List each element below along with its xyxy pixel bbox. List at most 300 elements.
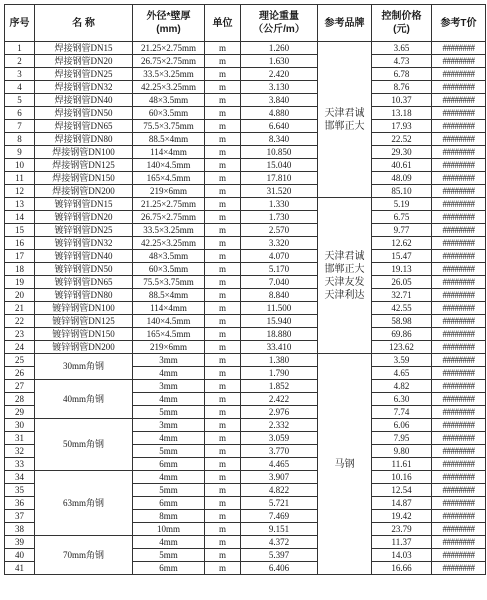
table-row: [5, 328, 486, 341]
row-ref-cell: ########: [432, 419, 486, 432]
row-weight-cell: 3.130: [241, 81, 318, 94]
row-unit-cell: m: [205, 523, 241, 536]
row-spec-cell: 6mm: [133, 497, 205, 510]
row-unit-cell: m: [205, 159, 241, 172]
row-unit-cell: m: [205, 549, 241, 562]
row-unit-cell: m: [205, 393, 241, 406]
row-seq-cell: 4: [5, 81, 35, 94]
row-weight-cell: 2.976: [241, 406, 318, 419]
row-seq-cell: 29: [5, 406, 35, 419]
row-unit-cell: m: [205, 484, 241, 497]
row-price-cell: 9.80: [372, 445, 432, 458]
row-name-cell: 焊接钢管DN65: [35, 120, 133, 133]
row-spec-cell: 140×4.5mm: [133, 315, 205, 328]
row-weight-cell: 4.070: [241, 250, 318, 263]
row-spec-cell: 4mm: [133, 367, 205, 380]
row-seq-cell: 1: [5, 42, 35, 55]
row-weight-cell: 6.640: [241, 120, 318, 133]
row-seq-cell: 24: [5, 341, 35, 354]
table-body: [5, 42, 486, 575]
row-price-cell: 26.05: [372, 276, 432, 289]
table-row: [5, 224, 486, 237]
row-ref-cell: ########: [432, 55, 486, 68]
row-seq-cell: 7: [5, 120, 35, 133]
row-seq-cell: 37: [5, 510, 35, 523]
row-weight-cell: 1.260: [241, 42, 318, 55]
table-row: [5, 120, 486, 133]
row-seq-cell: 38: [5, 523, 35, 536]
row-unit-cell: m: [205, 42, 241, 55]
row-seq-cell: 41: [5, 562, 35, 575]
row-seq-cell: 33: [5, 458, 35, 471]
table-row: [5, 172, 486, 185]
row-ref-cell: ########: [432, 198, 486, 211]
row-spec-cell: 3mm: [133, 380, 205, 393]
row-spec-cell: 6mm: [133, 458, 205, 471]
row-spec-cell: 42.25×3.25mm: [133, 81, 205, 94]
row-weight-cell: 11.500: [241, 302, 318, 315]
row-weight-cell: 5.721: [241, 497, 318, 510]
row-weight-cell: 7.469: [241, 510, 318, 523]
row-unit-cell: m: [205, 432, 241, 445]
table-row: [5, 107, 486, 120]
row-weight-cell: 3.320: [241, 237, 318, 250]
row-spec-cell: 5mm: [133, 549, 205, 562]
row-seq-cell: 10: [5, 159, 35, 172]
row-weight-cell: 3.059: [241, 432, 318, 445]
table-row: [5, 536, 486, 549]
row-unit-cell: m: [205, 562, 241, 575]
row-name-cell: 镀锌钢管DN200: [35, 341, 133, 354]
row-unit-cell: m: [205, 367, 241, 380]
table-row: [5, 276, 486, 289]
row-unit-cell: m: [205, 120, 241, 133]
row-unit-cell: m: [205, 198, 241, 211]
row-weight-cell: 2.420: [241, 68, 318, 81]
row-name-cell: 焊接钢管DN100: [35, 146, 133, 159]
row-unit-cell: m: [205, 172, 241, 185]
row-ref-cell: ########: [432, 250, 486, 263]
row-price-cell: 7.74: [372, 406, 432, 419]
row-spec-cell: 4mm: [133, 393, 205, 406]
row-spec-cell: 26.75×2.75mm: [133, 55, 205, 68]
row-name-cell: 镀锌钢管DN150: [35, 328, 133, 341]
table-row: [5, 185, 486, 198]
row-seq-cell: 5: [5, 94, 35, 107]
table-row: [5, 159, 486, 172]
table-row: [5, 250, 486, 263]
row-spec-cell: 114×4mm: [133, 302, 205, 315]
row-ref-cell: ########: [432, 523, 486, 536]
brand-text: 马钢: [334, 458, 355, 470]
row-spec-cell: 165×4.5mm: [133, 328, 205, 341]
row-unit-cell: m: [205, 276, 241, 289]
row-seq-cell: 34: [5, 471, 35, 484]
row-spec-cell: 165×4.5mm: [133, 172, 205, 185]
row-spec-cell: 60×3.5mm: [133, 263, 205, 276]
row-weight-cell: 15.040: [241, 159, 318, 172]
row-price-cell: 15.47: [372, 250, 432, 263]
row-price-cell: 12.54: [372, 484, 432, 497]
row-unit-cell: m: [205, 81, 241, 94]
row-spec-cell: 114×4mm: [133, 146, 205, 159]
row-price-cell: 6.78: [372, 68, 432, 81]
row-ref-cell: ########: [432, 120, 486, 133]
row-unit-cell: m: [205, 497, 241, 510]
row-price-cell: 4.82: [372, 380, 432, 393]
row-name-cell: 镀锌钢管DN32: [35, 237, 133, 250]
row-weight-cell: 1.852: [241, 380, 318, 393]
row-unit-cell: m: [205, 250, 241, 263]
row-price-cell: 13.18: [372, 107, 432, 120]
row-ref-cell: ########: [432, 172, 486, 185]
header-price-text: 控制价格 (元): [381, 11, 422, 35]
row-unit-cell: m: [205, 406, 241, 419]
row-spec-cell: 5mm: [133, 445, 205, 458]
header-unit: 单位: [205, 5, 241, 42]
row-price-cell: 4.73: [372, 55, 432, 68]
row-unit-cell: m: [205, 55, 241, 68]
row-seq-cell: 19: [5, 276, 35, 289]
row-unit-cell: m: [205, 185, 241, 198]
row-spec-cell: 75.5×3.75mm: [133, 276, 205, 289]
row-seq-cell: 20: [5, 289, 35, 302]
price-table-sheet: [4, 4, 485, 575]
row-seq-cell: 17: [5, 250, 35, 263]
row-weight-cell: 2.422: [241, 393, 318, 406]
row-price-cell: 69.86: [372, 328, 432, 341]
row-price-cell: 58.98: [372, 315, 432, 328]
row-seq-cell: 35: [5, 484, 35, 497]
table-row: [5, 354, 486, 367]
row-unit-cell: m: [205, 328, 241, 341]
row-seq-cell: 25: [5, 354, 35, 367]
table-row: [5, 211, 486, 224]
row-ref-cell: ########: [432, 94, 486, 107]
row-spec-cell: 48×3.5mm: [133, 94, 205, 107]
row-name-cell: 焊接钢管DN40: [35, 94, 133, 107]
table-row: [5, 198, 486, 211]
row-price-cell: 29.30: [372, 146, 432, 159]
header-price: [372, 5, 432, 42]
header-seq: 序号: [5, 5, 35, 42]
row-ref-cell: ########: [432, 133, 486, 146]
row-name-cell: 镀锌钢管DN100: [35, 302, 133, 315]
header-ref: 参考T价: [432, 5, 486, 42]
row-seq-cell: 15: [5, 224, 35, 237]
row-ref-cell: ########: [432, 471, 486, 484]
row-weight-cell: 3.840: [241, 94, 318, 107]
row-weight-cell: 31.520: [241, 185, 318, 198]
row-spec-cell: 8mm: [133, 510, 205, 523]
row-seq-cell: 18: [5, 263, 35, 276]
row-weight-cell: 4.372: [241, 536, 318, 549]
row-unit-cell: m: [205, 211, 241, 224]
row-price-cell: 17.93: [372, 120, 432, 133]
row-name-cell: 焊接钢管DN20: [35, 55, 133, 68]
row-price-cell: 48.09: [372, 172, 432, 185]
row-name-cell: 焊接钢管DN200: [35, 185, 133, 198]
table-row: [5, 55, 486, 68]
row-weight-cell: 1.380: [241, 354, 318, 367]
row-price-cell: 11.37: [372, 536, 432, 549]
row-name-cell: 63mm角钢: [35, 471, 133, 536]
row-spec-cell: 88.5×4mm: [133, 133, 205, 146]
row-unit-cell: m: [205, 146, 241, 159]
row-name-cell: 50mm角钢: [35, 419, 133, 471]
table-row: [5, 94, 486, 107]
row-ref-cell: ########: [432, 328, 486, 341]
row-unit-cell: m: [205, 471, 241, 484]
row-ref-cell: ########: [432, 445, 486, 458]
row-price-cell: 8.76: [372, 81, 432, 94]
table-row: [5, 380, 486, 393]
row-spec-cell: 48×3.5mm: [133, 250, 205, 263]
table-row: [5, 68, 486, 81]
row-ref-cell: ########: [432, 81, 486, 94]
row-ref-cell: ########: [432, 562, 486, 575]
row-weight-cell: 10.850: [241, 146, 318, 159]
row-unit-cell: m: [205, 315, 241, 328]
row-spec-cell: 4mm: [133, 471, 205, 484]
row-weight-cell: 3.907: [241, 471, 318, 484]
row-unit-cell: m: [205, 445, 241, 458]
row-spec-cell: 5mm: [133, 484, 205, 497]
brand-text: 天津君诚 邯郸正大 天津友发 天津利达: [324, 250, 365, 301]
row-ref-cell: ########: [432, 315, 486, 328]
row-weight-cell: 4.880: [241, 107, 318, 120]
row-name-cell: 镀锌钢管DN125: [35, 315, 133, 328]
row-spec-cell: 21.25×2.75mm: [133, 198, 205, 211]
row-spec-cell: 6mm: [133, 562, 205, 575]
row-ref-cell: ########: [432, 497, 486, 510]
row-price-cell: 6.06: [372, 419, 432, 432]
row-price-cell: 40.61: [372, 159, 432, 172]
row-name-cell: 焊接钢管DN32: [35, 81, 133, 94]
row-seq-cell: 22: [5, 315, 35, 328]
row-name-cell: 焊接钢管DN25: [35, 68, 133, 81]
row-name-cell: 镀锌钢管DN65: [35, 276, 133, 289]
row-spec-cell: 3mm: [133, 419, 205, 432]
row-unit-cell: m: [205, 263, 241, 276]
row-weight-cell: 5.397: [241, 549, 318, 562]
row-price-cell: 10.37: [372, 94, 432, 107]
row-seq-cell: 2: [5, 55, 35, 68]
header-brand: 参考品牌: [318, 5, 372, 42]
row-spec-cell: 26.75×2.75mm: [133, 211, 205, 224]
row-price-cell: 3.65: [372, 42, 432, 55]
row-seq-cell: 31: [5, 432, 35, 445]
table-row: [5, 471, 486, 484]
row-ref-cell: ########: [432, 549, 486, 562]
row-ref-cell: ########: [432, 68, 486, 81]
price-table: [4, 4, 486, 575]
row-weight-cell: 5.170: [241, 263, 318, 276]
row-weight-cell: 1.730: [241, 211, 318, 224]
row-ref-cell: ########: [432, 484, 486, 497]
row-spec-cell: 33.5×3.25mm: [133, 68, 205, 81]
row-ref-cell: ########: [432, 380, 486, 393]
row-price-cell: 85.10: [372, 185, 432, 198]
row-spec-cell: 4mm: [133, 536, 205, 549]
row-weight-cell: 8.840: [241, 289, 318, 302]
row-seq-cell: 14: [5, 211, 35, 224]
row-name-cell: 镀锌钢管DN50: [35, 263, 133, 276]
row-name-cell: 40mm角钢: [35, 380, 133, 419]
row-price-cell: 42.55: [372, 302, 432, 315]
row-ref-cell: ########: [432, 536, 486, 549]
row-seq-cell: 40: [5, 549, 35, 562]
row-ref-cell: ########: [432, 289, 486, 302]
row-ref-cell: ########: [432, 146, 486, 159]
row-seq-cell: 26: [5, 367, 35, 380]
row-unit-cell: m: [205, 133, 241, 146]
row-spec-cell: 42.25×3.25mm: [133, 237, 205, 250]
row-ref-cell: ########: [432, 510, 486, 523]
row-brand-cell: [318, 354, 372, 575]
table-row: [5, 81, 486, 94]
row-unit-cell: m: [205, 419, 241, 432]
row-weight-cell: 2.570: [241, 224, 318, 237]
row-spec-cell: 219×6mm: [133, 185, 205, 198]
row-ref-cell: ########: [432, 458, 486, 471]
row-seq-cell: 12: [5, 185, 35, 198]
row-price-cell: 5.19: [372, 198, 432, 211]
row-weight-cell: 4.465: [241, 458, 318, 471]
row-seq-cell: 28: [5, 393, 35, 406]
row-unit-cell: m: [205, 302, 241, 315]
row-spec-cell: 219×6mm: [133, 341, 205, 354]
row-price-cell: 14.87: [372, 497, 432, 510]
row-ref-cell: ########: [432, 224, 486, 237]
row-unit-cell: m: [205, 237, 241, 250]
row-seq-cell: 9: [5, 146, 35, 159]
row-weight-cell: 3.770: [241, 445, 318, 458]
row-weight-cell: 17.810: [241, 172, 318, 185]
row-ref-cell: ########: [432, 185, 486, 198]
row-spec-cell: 60×3.5mm: [133, 107, 205, 120]
row-seq-cell: 23: [5, 328, 35, 341]
row-ref-cell: ########: [432, 406, 486, 419]
brand-text: 天津君诚 邯郸正大: [324, 107, 365, 132]
table-row: [5, 42, 486, 55]
header-row: [5, 5, 486, 42]
row-unit-cell: m: [205, 341, 241, 354]
row-ref-cell: ########: [432, 211, 486, 224]
row-name-cell: 焊接钢管DN80: [35, 133, 133, 146]
row-name-cell: 70mm角钢: [35, 536, 133, 575]
table-row: [5, 146, 486, 159]
row-price-cell: 7.95: [372, 432, 432, 445]
row-unit-cell: m: [205, 536, 241, 549]
row-ref-cell: ########: [432, 159, 486, 172]
row-spec-cell: 4mm: [133, 432, 205, 445]
row-seq-cell: 30: [5, 419, 35, 432]
table-row: [5, 263, 486, 276]
header-spec-text: 外径*壁厚 (mm): [146, 11, 191, 35]
table-row: [5, 237, 486, 250]
row-spec-cell: 33.5×3.25mm: [133, 224, 205, 237]
row-spec-cell: 88.5×4mm: [133, 289, 205, 302]
row-name-cell: 镀锌钢管DN15: [35, 198, 133, 211]
row-ref-cell: ########: [432, 302, 486, 315]
row-price-cell: 19.13: [372, 263, 432, 276]
row-weight-cell: 33.410: [241, 341, 318, 354]
row-name-cell: 镀锌钢管DN25: [35, 224, 133, 237]
row-price-cell: 4.65: [372, 367, 432, 380]
row-price-cell: 22.52: [372, 133, 432, 146]
row-spec-cell: 5mm: [133, 406, 205, 419]
header-spec: [133, 5, 205, 42]
row-seq-cell: 21: [5, 302, 35, 315]
row-name-cell: 镀锌钢管DN40: [35, 250, 133, 263]
row-name-cell: 焊接钢管DN125: [35, 159, 133, 172]
row-weight-cell: 18.880: [241, 328, 318, 341]
row-name-cell: 镀锌钢管DN80: [35, 289, 133, 302]
row-brand-cell: [318, 198, 372, 354]
row-unit-cell: m: [205, 94, 241, 107]
row-unit-cell: m: [205, 380, 241, 393]
row-price-cell: 32.71: [372, 289, 432, 302]
row-ref-cell: ########: [432, 276, 486, 289]
row-unit-cell: m: [205, 107, 241, 120]
row-price-cell: 3.59: [372, 354, 432, 367]
row-brand-cell: [318, 42, 372, 198]
row-ref-cell: ########: [432, 367, 486, 380]
row-ref-cell: ########: [432, 432, 486, 445]
table-row: [5, 302, 486, 315]
row-spec-cell: 140×4.5mm: [133, 159, 205, 172]
header-weight: [241, 5, 318, 42]
row-spec-cell: 75.5×3.75mm: [133, 120, 205, 133]
row-seq-cell: 27: [5, 380, 35, 393]
row-price-cell: 12.62: [372, 237, 432, 250]
table-row: [5, 341, 486, 354]
row-weight-cell: 8.340: [241, 133, 318, 146]
row-weight-cell: 4.822: [241, 484, 318, 497]
row-ref-cell: ########: [432, 341, 486, 354]
row-price-cell: 23.79: [372, 523, 432, 536]
row-price-cell: 123.62: [372, 341, 432, 354]
row-price-cell: 6.30: [372, 393, 432, 406]
row-price-cell: 9.77: [372, 224, 432, 237]
row-weight-cell: 9.151: [241, 523, 318, 536]
row-unit-cell: m: [205, 354, 241, 367]
row-seq-cell: 32: [5, 445, 35, 458]
row-price-cell: 19.42: [372, 510, 432, 523]
row-ref-cell: ########: [432, 393, 486, 406]
row-seq-cell: 6: [5, 107, 35, 120]
row-unit-cell: m: [205, 289, 241, 302]
row-price-cell: 6.75: [372, 211, 432, 224]
table-row: [5, 289, 486, 302]
row-price-cell: 10.16: [372, 471, 432, 484]
row-ref-cell: ########: [432, 42, 486, 55]
row-price-cell: 16.66: [372, 562, 432, 575]
row-weight-cell: 7.040: [241, 276, 318, 289]
row-seq-cell: 11: [5, 172, 35, 185]
row-unit-cell: m: [205, 458, 241, 471]
row-weight-cell: 15.940: [241, 315, 318, 328]
table-row: [5, 315, 486, 328]
table-row: [5, 133, 486, 146]
row-ref-cell: ########: [432, 107, 486, 120]
row-spec-cell: 3mm: [133, 354, 205, 367]
row-seq-cell: 3: [5, 68, 35, 81]
row-spec-cell: 10mm: [133, 523, 205, 536]
row-ref-cell: ########: [432, 237, 486, 250]
row-ref-cell: ########: [432, 354, 486, 367]
